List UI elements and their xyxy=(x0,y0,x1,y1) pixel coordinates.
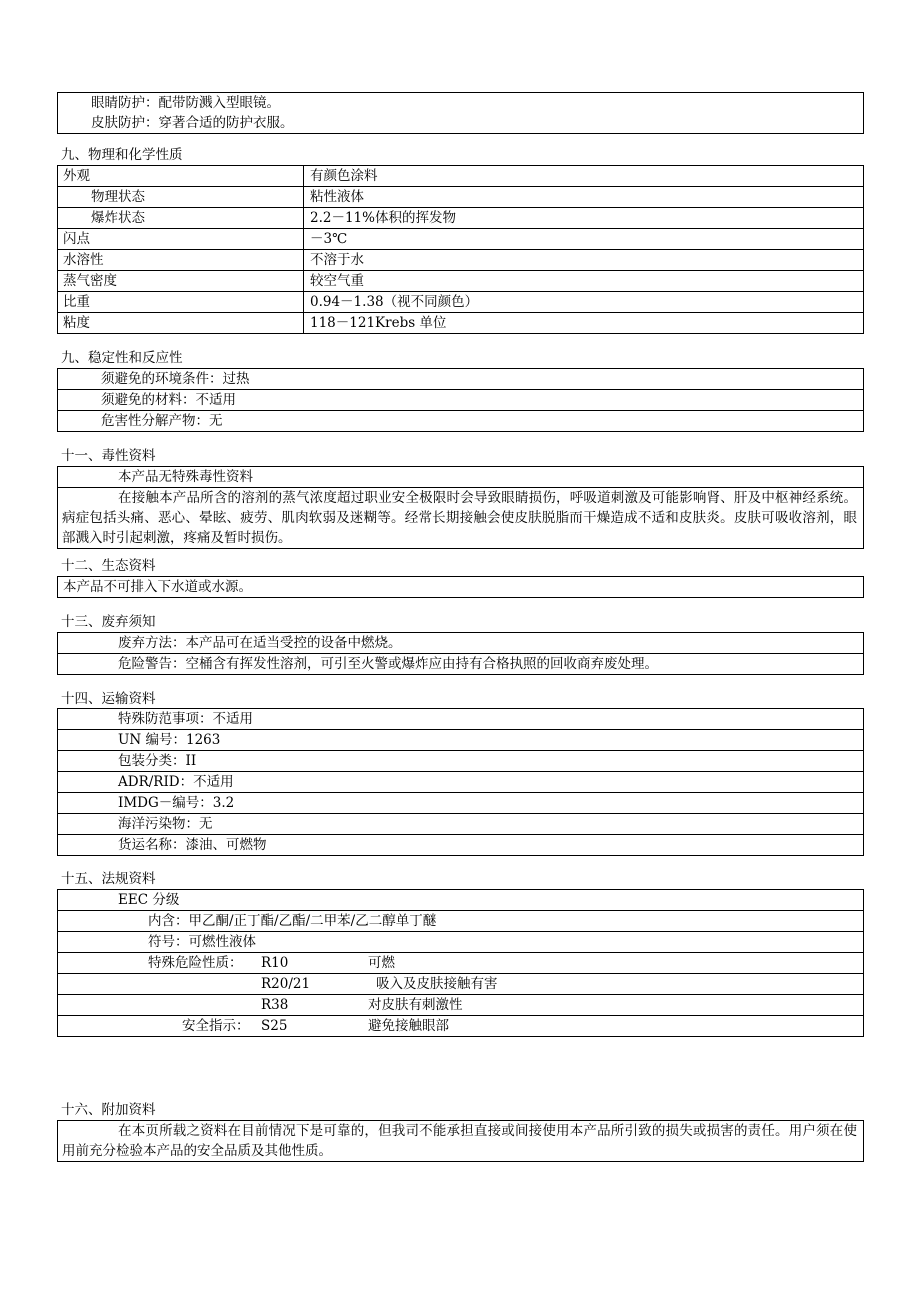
regulatory-title: 十五、法规资料 xyxy=(61,871,156,887)
regulatory-safety-row: 安全指示： S25 避免接触眼部 xyxy=(182,1018,449,1034)
transport-row: 货运名称：漆油、可燃物 xyxy=(118,837,267,853)
transport-row: IMDG－编号：3.2 xyxy=(58,793,863,814)
stability-row: 须避免的材料：不适用 xyxy=(58,390,863,411)
regulatory-risk-row: 特殊危险性质： R10 可燃 xyxy=(58,953,863,974)
regulatory-table xyxy=(57,889,864,1037)
protection-eye: 眼睛防护：配带防溅入型眼镜。 xyxy=(91,95,280,111)
ecology-row: 本产品不可排入下水道或水源。 xyxy=(63,579,252,595)
additional-title: 十六、附加资料 xyxy=(61,1102,156,1118)
regulatory-risk-row: R20/21 吸入及皮肤接触有害 xyxy=(58,974,863,995)
physical-row: 闪点 －3℃ xyxy=(58,229,863,250)
disposal-row: 废弃方法：本产品可在适当受控的设备中燃烧。 xyxy=(58,633,863,654)
transport-row: 海洋污染物：无 xyxy=(58,814,863,835)
regulatory-eec: EEC 分级 xyxy=(58,890,863,911)
stability-row: 危害性分解产物：无 xyxy=(101,413,223,429)
physical-row: 水溶性 不溶于水 xyxy=(58,250,863,271)
toxicity-line: 本产品无特殊毒性资料 xyxy=(58,467,863,488)
physical-table xyxy=(57,165,864,334)
regulatory-contains: 内含：甲乙酮/正丁酯/乙酯/二甲苯/乙二醇单丁醚 xyxy=(58,911,863,932)
physical-row: 爆炸状态 2.2－11%体积的挥发物 xyxy=(58,208,863,229)
regulatory-symbol: 符号：可燃性液体 xyxy=(58,932,863,953)
transport-table xyxy=(57,708,864,856)
physical-row: 蒸气密度 较空气重 xyxy=(58,271,863,292)
disposal-table xyxy=(57,632,864,675)
ecology-box xyxy=(57,576,864,598)
toxicity-paragraph: 在接触本产品所含的溶剂的蒸气浓度超过职业安全极限时会导致眼睛损伤，呼吸道刺激及可能影响肾、肝及中枢神经系统。病症包括头痛、恶心、晕眩、疲劳、肌肉软弱及迷糊等。经常长期接触会使皮肤脱脂而干燥造成不适和皮肤炎。皮肤可吸收溶剂，眼部溅入时引起刺激，疼痛及暂时损伤。 xyxy=(62,490,857,546)
disposal-row: 危险警告：空桶含有挥发性溶剂，可引至火警或爆炸应由持有合格执照的回收商弃废处理。 xyxy=(118,656,658,672)
toxicity-box xyxy=(57,466,864,549)
transport-row: UN 编号：1263 xyxy=(58,730,863,751)
physical-title: 九、物理和化学性质 xyxy=(61,147,183,163)
toxicity-title: 十一、毒性资料 xyxy=(61,448,156,464)
additional-box xyxy=(57,1120,864,1162)
ecology-title: 十二、生态资料 xyxy=(61,558,156,574)
stability-title: 九、稳定性和反应性 xyxy=(61,350,183,366)
physical-row: 物理状态 粘性液体 xyxy=(58,187,863,208)
protection-box xyxy=(57,92,864,134)
stability-table xyxy=(57,368,864,432)
transport-row: ADR/RID：不适用 xyxy=(58,772,863,793)
regulatory-risk-row: R38 对皮肤有刺激性 xyxy=(58,995,863,1016)
physical-row: 比重 0.94－1.38（视不同颜色） xyxy=(58,292,863,313)
stability-row: 须避免的环境条件：过热 xyxy=(58,369,863,390)
physical-row: 外观 有颜色涂料 xyxy=(58,166,863,187)
protection-skin: 皮肤防护：穿著合适的防护衣服。 xyxy=(91,115,294,131)
transport-row: 包装分类：II xyxy=(58,751,863,772)
additional-paragraph: 在本页所载之资料在目前情况下是可靠的，但我司不能承担直接或间接使用本产品所引致的损失或损害的责任。用户须在使用前充分检验本产品的安全品质及其他性质。 xyxy=(62,1123,857,1159)
physical-row: 粘度 118－121Krebs 单位 xyxy=(63,315,447,331)
transport-title: 十四、运输资料 xyxy=(61,691,156,707)
transport-row: 特殊防范事项：不适用 xyxy=(58,709,863,730)
disposal-title: 十三、废弃须知 xyxy=(61,614,156,630)
